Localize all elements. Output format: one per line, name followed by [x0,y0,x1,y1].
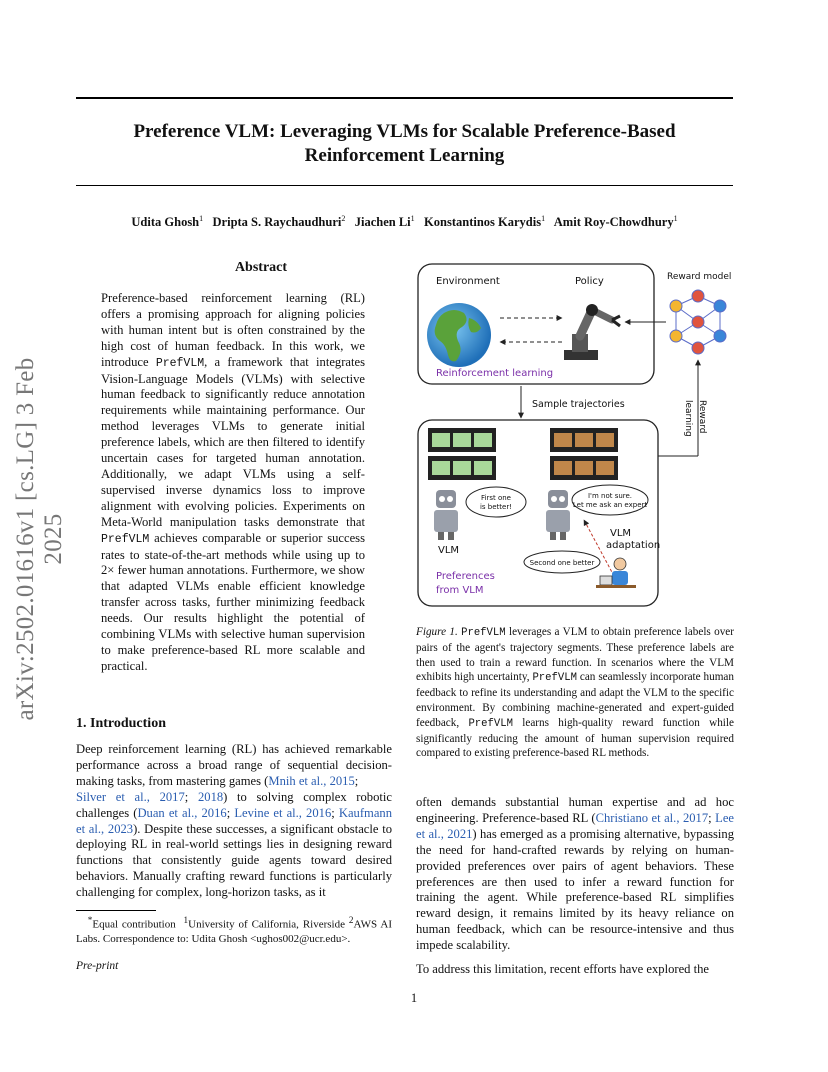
author-affiliation-mark: 1 [199,214,204,223]
arxiv-side-label: arXiv:2502.01616v1 [cs.LG] 3 Feb 2025 [12,357,67,721]
figure-label: Figure 1. [416,626,458,638]
method-name: PrefVLM [101,532,150,546]
method-name: PrefVLM [532,672,577,685]
footnote: *Equal contribution $^1$University of California, Riverside $^2$AWS AI Labs. Correspondence to: Udita Ghosh <ughos002@ucr.edu>. [76,915,392,945]
policy-label: Policy [575,276,604,287]
citation-link[interactable]: Kaufmann et al., 2023 [76,805,393,836]
abstract-text: Preference-based reinforcement learning (RL) offers a promising approach for aligning policies with human intent but is often constrained by the high cost of human feedback. In this work, we introduce PrefVLM, a framework that integrates Vision-Language Models (VLMs) with selective human feedback to significantly reduce annotation requirements while maintaining performance. Our method leverages VLMs to generate initial preference labels, which are then filtered to identify uncertain cases for targeted human annotation. Additionally, we adapt VLMs using a self-supervised inverse dynamics loss to improve alignment with evolving policies. Experiments on Meta-World manipulation tasks demonstrate that PrefVLM achieves comparable or superior success rates to state-of-the-art methods while using up to 2× fewer human annotations. Furthermore, we show that adapted VLMs enable efficient knowledge transfer across tasks, further minimizing feedback needs. Our results highlight the potential of combining VLMs with selective human supervision to make preference-based RL more scalable and practical. [101,291,365,673]
preferences-label-2: from VLM [436,585,484,596]
environment-label: Environment [436,276,500,287]
figure-1-diagram [414,258,736,614]
top-rule [76,97,733,99]
reward-learning-label-2: learning [683,400,693,437]
paper-title: Preference VLM: Leveraging VLMs for Scalable Preference-Based Reinforcement Learning [133,121,676,166]
author-affiliation-mark: 1 [541,214,546,223]
citation-link[interactable]: 2018 [197,789,224,804]
citation-link[interactable]: Mnih et al., 2015 [268,773,355,788]
title-bottom-rule [76,185,733,186]
vlm-adaptation-label-1: VLM [610,528,632,539]
reward-learning-label-1: Reward [697,400,707,434]
preferences-label-1: Preferences [436,571,495,582]
method-name: PrefVLM [461,627,506,639]
page-number: 1 [410,991,418,1005]
svg-text:I'm not sure.: I'm not sure. [587,492,633,500]
author-name: Dripta S. Raychaudhuri [212,215,342,230]
author-name: Udita Ghosh [131,215,200,230]
author-name: Konstantinos Karydis [424,215,542,230]
vlm-adaptation-label-2: adaptation [606,540,661,551]
author-affiliation-mark: 1 [410,214,415,223]
method-name: PrefVLM [155,356,205,370]
speech-bubble-ask-expert [572,485,648,515]
footnote-rule [76,910,156,911]
preprint-label: Pre-print [76,960,119,972]
reward-model-label: Reward model [667,272,732,282]
earth-icon [427,303,491,367]
speech-bubble-first-better [466,487,526,517]
citation-link[interactable]: Duan et al., 2016 [137,805,227,820]
paragraph: To address this limitation, recent efforts have explored the [416,962,710,977]
introduction-text: Deep reinforcement learning (RL) has achieved remarkable performance across a broad range of sequential decision-making tasks, from mastering games (Mnih et al., 2015; Silver et al., 2017; 2018) to solving complex robotic challenges (Duan et al., 2016; Levine et al., 2016; Kaufmann et al., 2023). Despite these successes, a significant obstacle to deploying RL in real-world settings lies in designing reward functions that consistently guide agents toward desired behaviors. Manually crafting reward functions is particularly challenging for complex, long-horizon tasks, as it [76,742,393,900]
paragraph: often demands substantial human expertise and ad hoc engineering. Preference-based RL (Christiano et al., 2017; Lee et al., 2021) has emerged as a promising alternative, bypassing the need for hand-crafted rewards by relying on human-provided preferences over pairs of agent behaviors. These preferences are then used to infer a reward function for training the agent. While preference-based RL simplifies reward design, it remains limited by its heavy reliance on human feedback, which can be resource-intensive and thus impede scalability. [416,795,734,953]
citation-link[interactable]: Christiano et al., 2017 [595,810,709,825]
author-name: Jiachen Li [354,215,411,230]
author-list [76,214,733,230]
right-column-text [416,795,734,978]
sample-trajectories-label: Sample trajectories [532,399,625,410]
speech-bubble-second-better [524,551,600,573]
author-name: Amit Roy-Chowdhury [553,215,674,230]
citation-link[interactable]: Levine et al., 2016 [234,805,332,820]
citation-link[interactable]: Lee et al., 2021 [416,810,734,841]
reinforcement-learning-label: Reinforcement learning [436,368,554,379]
citation-link[interactable]: Silver et al., 2017 [76,789,185,804]
svg-text:Let me ask an expert: Let me ask an expert [572,501,648,509]
svg-text:is better!: is better! [479,503,513,511]
method-name: PrefVLM [468,717,513,730]
neural-network-icon [670,290,726,354]
author-affiliation-mark: 1 [673,214,678,223]
vlm-label: VLM [438,545,460,556]
svg-text:First one: First one [481,494,511,502]
svg-text:Second one better: Second one better [529,559,595,567]
section-heading-introduction: 1. Introduction [76,716,166,731]
abstract-heading: Abstract [234,260,288,275]
figure-caption: Figure 1. PrefVLM leverages a VLM to obtain preference labels over pairs of the agent's trajectory segments. These preference labels are then used to train a reward function. In scenarios where the VLM exhibits high uncertainty, PrefVLM can seamlessly incorporate human feedback to refine its understanding and adapt the VLM to the specific environment. By combining machine-generated and expert-guided feedback, PrefVLM learns high-quality reward function while significantly reducing the amount of human supervision required compared to existing preference-based RL methods. [416,626,734,760]
author-affiliation-mark: 2 [341,214,346,223]
